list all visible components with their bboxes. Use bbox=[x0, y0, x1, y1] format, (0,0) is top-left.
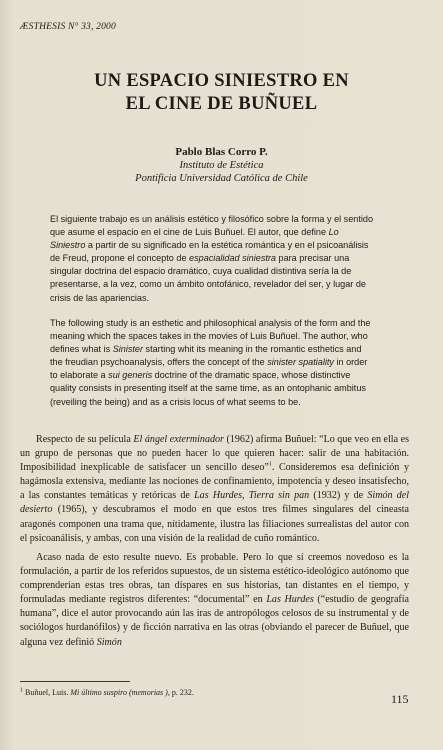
footnote-text: , p. 232. bbox=[167, 688, 194, 697]
abstract-spanish bbox=[50, 213, 374, 305]
abstract-es-text: El siguiente trabajo es un análisis estético y filosófico sobre la forma y el sentido que asume el espacio en el cine de Luis Buñuel. El autor, que define bbox=[50, 214, 373, 238]
abstract-en-italic: sui generis bbox=[108, 370, 153, 381]
body-paragraph-2 bbox=[20, 551, 409, 650]
abstract-es-text: a partir de su significado en la estética romántica y en el psicoanálisis de Freud, propone el concepto de bbox=[50, 240, 369, 264]
body-paragraph-1 bbox=[20, 433, 409, 546]
affiliation-university: Pontificia Universidad Católica de Chile bbox=[135, 173, 308, 184]
running-header: ÆSTHESIS N° 33, 2000 bbox=[20, 22, 116, 32]
film-title: El ángel exterminador bbox=[133, 434, 224, 445]
body-text: Respecto de su película bbox=[36, 434, 134, 445]
abstract-en-italic: sinister spatiality bbox=[267, 357, 334, 368]
article-title bbox=[40, 70, 403, 116]
abstract-english bbox=[50, 317, 374, 409]
body-text: (1932) y de bbox=[309, 490, 368, 502]
body-text: (1965), y descubramos el modo en que estos tres filmes singulares del cineasta aragonés componen una trama que, nítidamente, ilustra las filiaciones surrealistas del autor con el psicoanálisis, y ambas, con una visión de la realidad de cuño romántico. bbox=[20, 504, 409, 544]
film-title: Simón del desierto bbox=[20, 490, 409, 516]
footnote-book-title: Mi último suspiro (memorias ) bbox=[70, 688, 168, 697]
page-number: 115 bbox=[391, 692, 409, 706]
title-line-1: UN ESPACIO SINIESTRO EN bbox=[94, 71, 349, 91]
abstract-es-text: para precisar una singular doctrina del espacio dramático, cuya cualidad distintiva sería la de presentarse, a la vez, como un ámbito ontofánico, revelador del ser, y lugar de crisis de las apariencias. bbox=[50, 253, 366, 303]
abstract-en-text: in order to elaborate a bbox=[50, 357, 368, 381]
film-title: Simón bbox=[96, 636, 122, 648]
footnote-marker: 1 bbox=[20, 687, 23, 694]
footnote bbox=[20, 688, 409, 698]
title-line-2: EL CINE DE BUÑUEL bbox=[125, 94, 318, 114]
abstract-en-italic: Sinister bbox=[112, 344, 144, 355]
body-text: (1962) afirma Buñuel: “Lo que veo en ella es un grupo de personas que no pueden hacer lo que quieren hacer: salir de una habitación. Imposibilidad inexplicable de satisfacer un sencillo deseo” bbox=[20, 434, 410, 474]
affiliation-institute: Instituto de Estética bbox=[179, 160, 264, 171]
footnote-divider bbox=[20, 681, 130, 682]
film-title: Las Hurdes, Tierra sin pan bbox=[194, 490, 310, 502]
body-text: . Consideremos esa definición y hagámosla extensiva, mediante las nociones de confinamiento, impotencia y deseo insatisfecho, a las constantes temáticas y retóricas de bbox=[20, 462, 409, 502]
abstract-es-italic: espacialidad siniestra bbox=[189, 253, 276, 264]
body-text: (“estudio de geografía humana”, dice el autor provocando aún las iras de antropólogos celosos de su instrumental y de sociólogos hurdanófilos) y de ficción narrativa en las otras (obviando el parecer de Buñuel, que alguna vez definió bbox=[20, 594, 409, 648]
body-text: Acaso nada de esto resulte nuevo. Es probable. Pero lo que sí creemos novedoso es la formulación, a partir de los referidos supuestos, de un sistema estético-ideológico autónomo que comprenderían estas tres obras, tan dispares en sus historias, tan distantes en el tiempo, y formuladas mediante registros diferentes: “documental” en bbox=[20, 552, 409, 606]
author-block bbox=[40, 146, 403, 185]
footnote-text: Buñuel, Luis. bbox=[25, 688, 71, 697]
footnote-reference: 1 bbox=[268, 461, 272, 468]
abstract-en-text: starting whit its meaning in the romantic esthetics and the freudian psychoanalysis, offers the concept of the bbox=[50, 344, 362, 368]
author-name: Pablo Blas Corro P. bbox=[175, 146, 268, 158]
film-title: Las Hurdes bbox=[266, 594, 314, 606]
abstract-en-text: doctrine of the dramatic space, whose distinctive quality consists in presenting itself at the same time, as an ontophanic ambitus (reveiling the being) and as a crisis locus of what seems to be. bbox=[50, 370, 366, 407]
abstract-en-text: The following study is an esthetic and philosophical analysis of the form and the meaning which the spaces takes in the movies of Luis Buñuel. The author, who defines what is bbox=[50, 318, 371, 355]
abstract-es-italic: Lo Siniestro bbox=[50, 227, 339, 251]
